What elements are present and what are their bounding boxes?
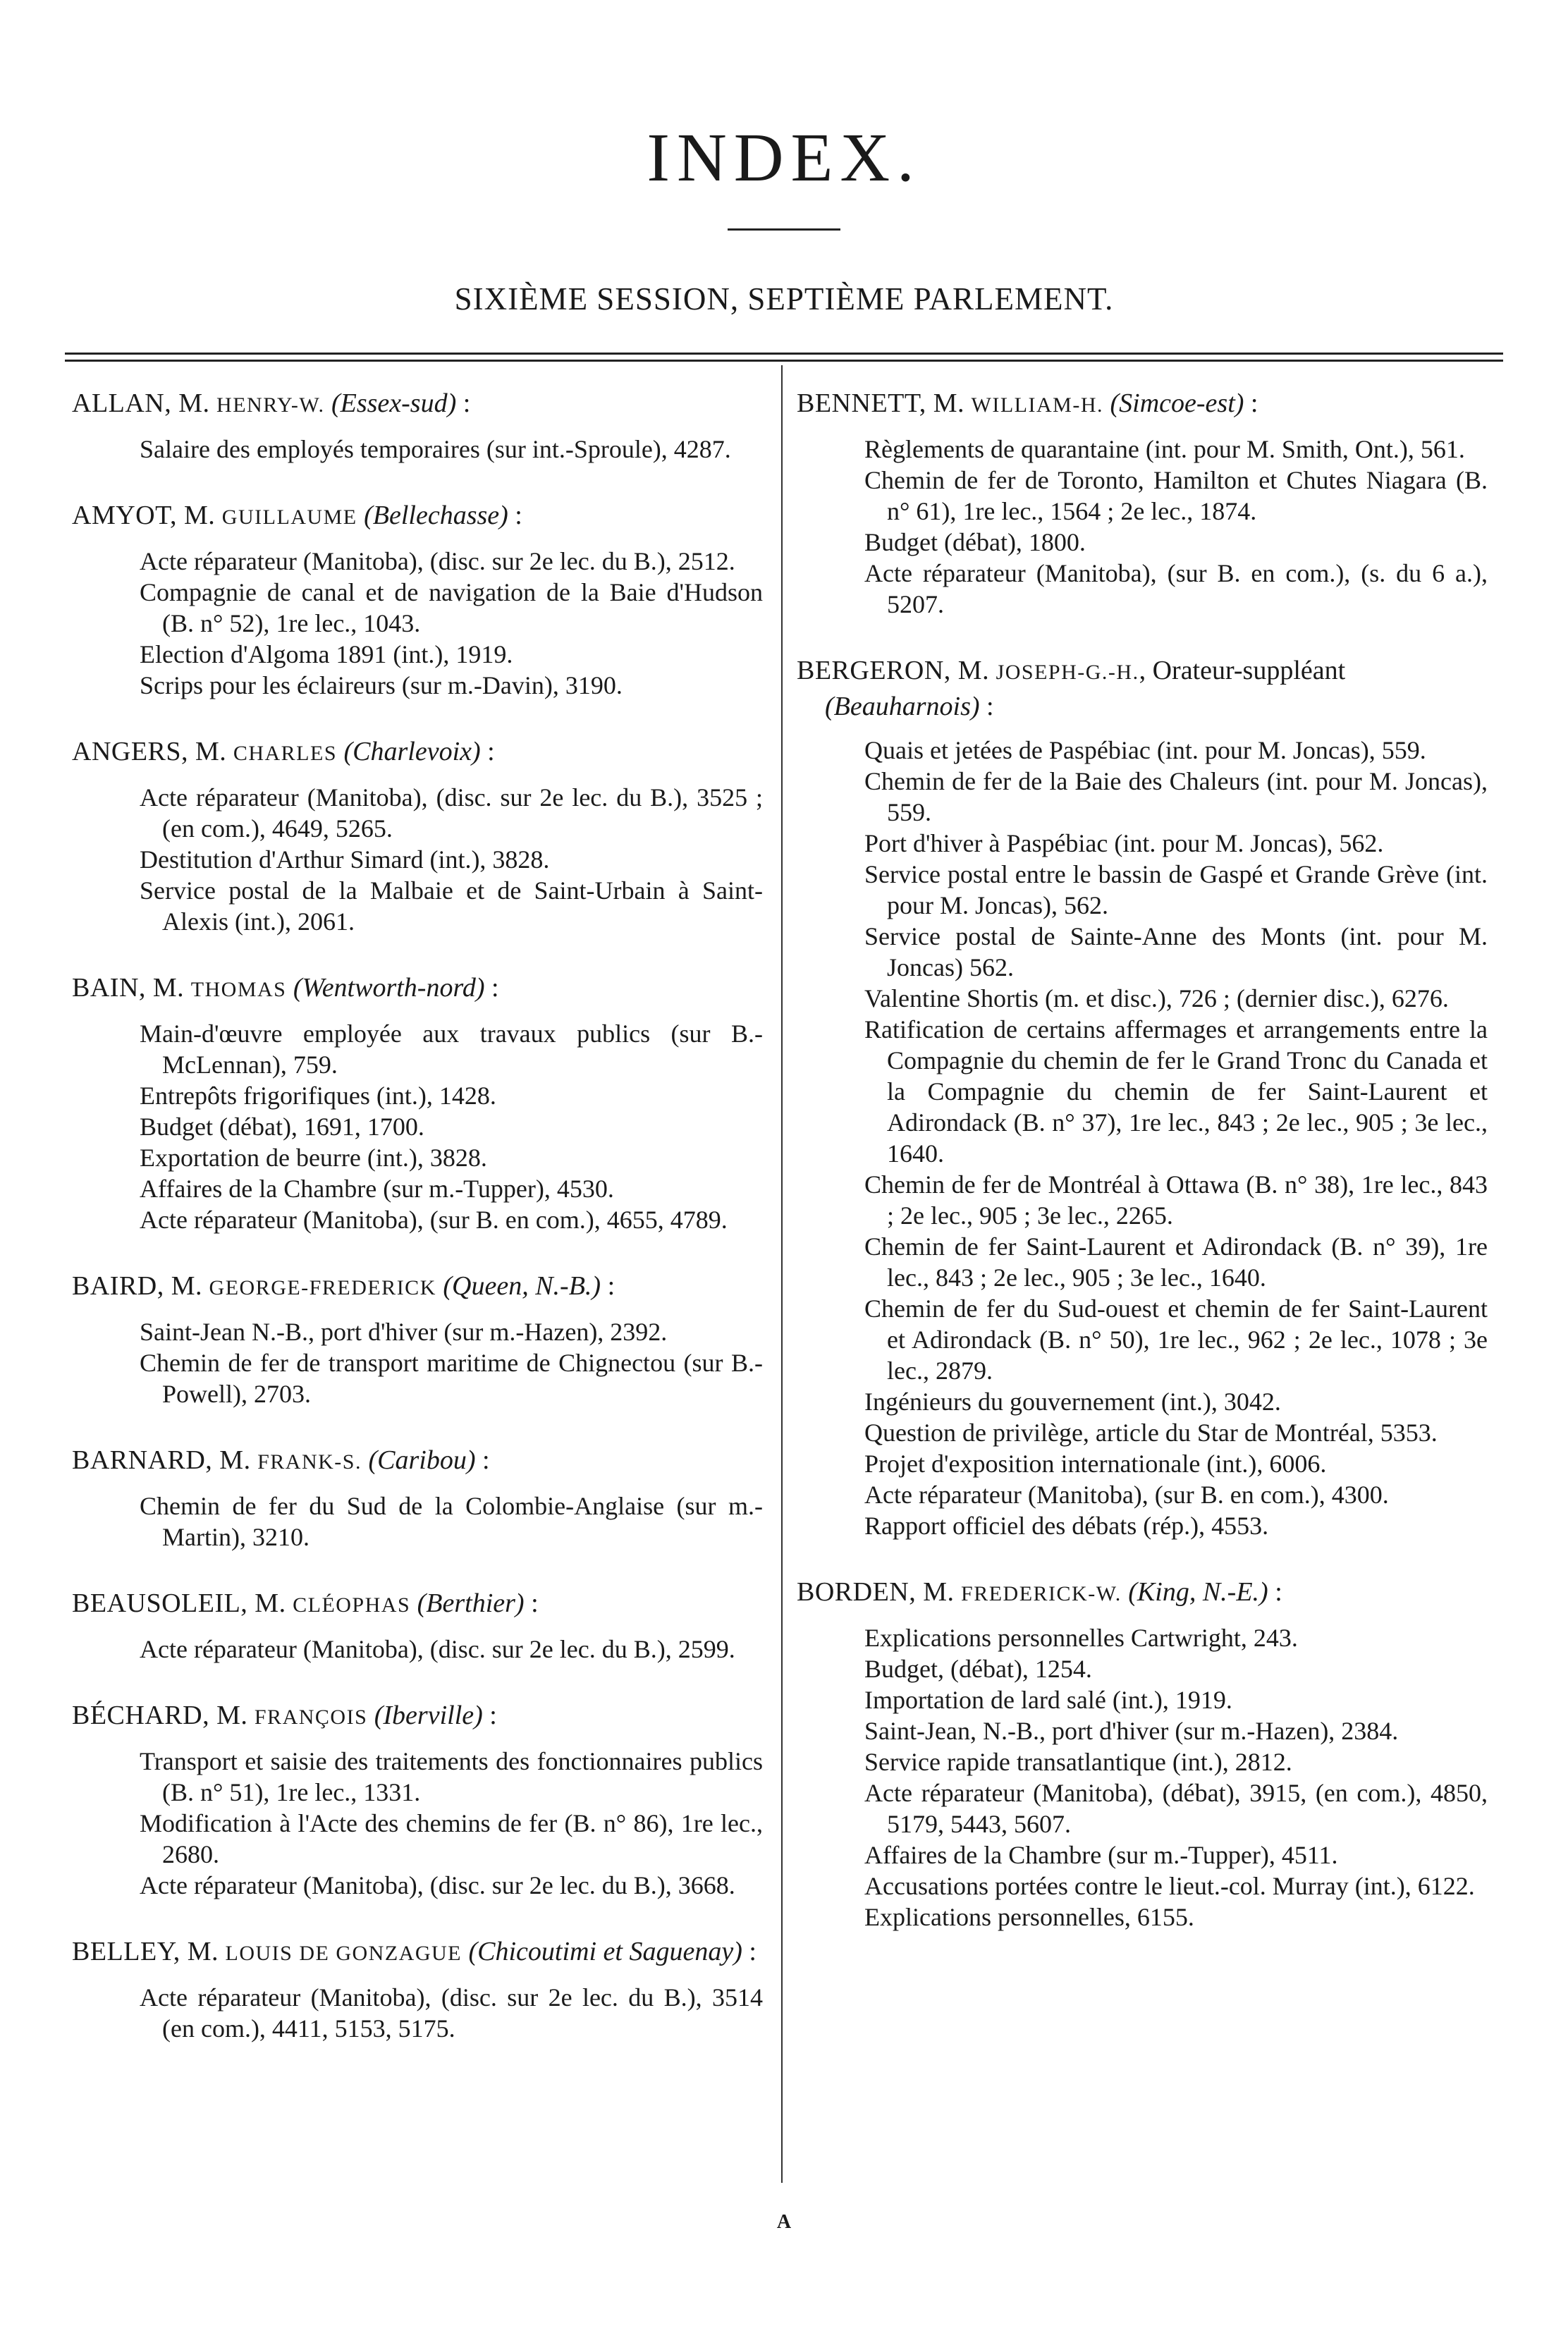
heading-colon: : [484, 973, 499, 1003]
member-given-name: WILLIAM-H. [971, 393, 1103, 417]
page-title: INDEX. [647, 120, 921, 196]
header-rule-bottom [65, 360, 1503, 362]
index-entry [72, 1269, 763, 1409]
index-entry [72, 1935, 763, 2044]
heading-colon: : [524, 1588, 539, 1618]
entry-heading [72, 498, 763, 534]
index-item: Transport et saisie des traitements des fonctionnaires publics (B. n° 51), 1re lec., 1331. [140, 1747, 763, 1806]
index-item: Chemin de fer de Montréal à Ottawa (B. n° 38), 1re lec., 843 ; 2e lec., 905 ; 3e lec., 2265. [864, 1170, 1488, 1230]
index-item: Explications personnelles Cartwright, 243. [864, 1624, 1298, 1652]
index-entry [72, 1698, 763, 1901]
index-item: Chemin de fer du Sud-ouest et chemin de fer Saint-Laurent et Adirondack (B. n° 50), 1re lec., 962 ; 2e lec., 1078 ; 3e lec., 2879. [864, 1294, 1488, 1385]
index-item: Chemin de fer de Toronto, Hamilton et Chutes Niagara (B. n° 61), 1re lec., 1564 ; 2e lec., 1874. [864, 466, 1488, 525]
entry-heading [72, 735, 763, 771]
index-entry [797, 654, 1488, 1541]
index-item: Service postal de la Malbaie et de Saint-Urbain à Saint-Alexis (int.), 2061. [140, 876, 763, 936]
heading-colon: : [482, 1701, 497, 1730]
index-item: Exportation de beurre (int.), 3828. [140, 1144, 487, 1172]
index-item: Acte réparateur (Manitoba), (débat), 3915, (en com.), 4850, 5179, 5443, 5607. [864, 1779, 1488, 1838]
index-item: Valentine Shortis (m. et disc.), 726 ; (dernier disc.), 6276. [864, 984, 1449, 1012]
member-given-name: CHARLES [233, 742, 337, 765]
member-surname: BARNARD, M. [72, 1445, 251, 1475]
member-given-name: FRANK-S. [257, 1450, 362, 1474]
index-item: Acte réparateur (Manitoba), (disc. sur 2e lec. du B.), 2599. [140, 1635, 735, 1663]
member-surname: BORDEN, M. [797, 1577, 955, 1607]
index-item: Acte réparateur (Manitoba), (disc. sur 2e lec. du B.), 3525 ; (en com.), 4649, 5265. [140, 783, 763, 843]
index-item: Scrips pour les éclaireurs (sur m.-Davin), 3190. [140, 671, 623, 699]
member-given-name: CLÉOPHAS [293, 1593, 411, 1617]
heading-colon: : [1244, 388, 1258, 418]
member-riding: (Iberville) [374, 1701, 483, 1730]
index-item: Budget, (débat), 1254. [864, 1655, 1092, 1683]
member-given-name: FRANÇOIS [254, 1706, 368, 1729]
index-entry [72, 498, 763, 701]
heading-colon: : [1268, 1577, 1282, 1607]
index-item: Acte réparateur (Manitoba), (disc. sur 2e lec. du B.), 2512. [140, 547, 735, 575]
entry-heading [797, 654, 1488, 723]
member-given-name: GEORGE-FREDERICK [209, 1276, 436, 1299]
index-item: Main-d'œuvre employée aux travaux publics (sur B.-McLennan), 759. [140, 1020, 763, 1079]
index-item: Modification à l'Acte des chemins de fer (B. n° 86), 1re lec., 2680. [140, 1809, 763, 1868]
heading-colon: : [456, 388, 471, 418]
member-riding: (Charlevoix) [343, 737, 481, 766]
index-item: Compagnie de canal et de navigation de la Baie d'Hudson (B. n° 52), 1re lec., 1043. [140, 578, 763, 637]
member-riding: (Berthier) [417, 1588, 525, 1618]
member-riding: (Essex-sud) [331, 388, 457, 418]
index-item: Election d'Algoma 1891 (int.), 1919. [140, 640, 513, 668]
title-rule [728, 228, 840, 231]
index-item: Acte réparateur (Manitoba), (disc. sur 2e lec. du B.), 3514 (en com.), 4411, 5153, 5175. [140, 1983, 763, 2043]
entry-heading [72, 1443, 763, 1479]
page-signature: A [776, 2211, 792, 2233]
member-riding: (King, N.-E.) [1128, 1577, 1268, 1607]
index-item: Affaires de la Chambre (sur m.-Tupper), 4530. [140, 1175, 614, 1203]
index-entry [797, 1575, 1488, 1933]
index-item: Service postal entre le bassin de Gaspé et Grande Grève (int. pour M. Joncas), 562. [864, 860, 1488, 919]
member-riding: (Caribou) [368, 1445, 476, 1475]
entry-heading [72, 1269, 763, 1305]
member-riding: (Chicoutimi et Saguenay) [468, 1937, 742, 1966]
index-item: Règlements de quarantaine (int. pour M. Smith, Ont.), 561. [864, 435, 1465, 463]
index-item: Budget (débat), 1691, 1700. [140, 1113, 424, 1141]
heading-colon: : [601, 1271, 615, 1301]
member-riding: (Queen, N.-B.) [443, 1271, 601, 1301]
member-surname: BÉCHARD, M. [72, 1701, 248, 1730]
index-item: Chemin de fer du Sud de la Colombie-Anglaise (sur m.-Martin), 3210. [140, 1492, 763, 1551]
member-given-name: LOUIS DE GONZAGUE [225, 1942, 462, 1965]
page-subtitle: SIXIÈME SESSION, SEPTIÈME PARLEMENT. [454, 281, 1114, 317]
index-item: Accusations portées contre le lieut.-col. Murray (int.), 6122. [864, 1872, 1475, 1900]
index-item: Destitution d'Arthur Simard (int.), 3828. [140, 845, 550, 874]
index-entry [797, 386, 1488, 620]
index-item: Question de privilège, article du Star de Montréal, 5353. [864, 1419, 1438, 1447]
index-item: Chemin de fer de transport maritime de Chignectou (sur B.-Powell), 2703. [140, 1349, 763, 1408]
index-item: Chemin de fer de la Baie des Chaleurs (int. pour M. Joncas), 559. [864, 767, 1488, 826]
heading-colon: : [480, 737, 495, 766]
member-surname: BAIN, M. [72, 973, 185, 1003]
entry-heading [72, 386, 763, 422]
member-surname: ANGERS, M. [72, 737, 227, 766]
member-surname: BAIRD, M. [72, 1271, 203, 1301]
member-riding: (Simcoe-est) [1110, 388, 1244, 418]
index-item: Saint-Jean N.-B., port d'hiver (sur m.-Hazen), 2392. [140, 1318, 668, 1346]
index-entry [72, 1443, 763, 1553]
entry-heading [72, 1586, 763, 1622]
index-item: Service postal de Sainte-Anne des Monts (int. pour M. Joncas) 562. [864, 922, 1488, 981]
column-divider [781, 365, 783, 2183]
member-given-name: FREDERICK-W. [961, 1582, 1122, 1605]
member-surname: BEAUSOLEIL, M. [72, 1588, 286, 1618]
heading-colon: : [979, 692, 994, 721]
member-surname: BENNETT, M. [797, 388, 965, 418]
index-item: Saint-Jean, N.-B., port d'hiver (sur m.-Hazen), 2384. [864, 1717, 1399, 1745]
index-item: Affaires de la Chambre (sur m.-Tupper), 4511. [864, 1841, 1338, 1869]
index-entry [72, 735, 763, 937]
member-given-name: GUILLAUME [221, 506, 357, 529]
index-entry [72, 971, 763, 1235]
entry-heading [72, 1935, 763, 1971]
entry-heading [72, 1698, 763, 1734]
heading-colon: : [475, 1445, 490, 1475]
member-riding: (Bellechasse) [364, 501, 508, 530]
heading-colon: : [742, 1937, 757, 1966]
member-given-name: HENRY-W. [216, 393, 325, 417]
index-item: Acte réparateur (Manitoba), (sur B. en com.), 4300. [864, 1481, 1389, 1509]
index-item: Quais et jetées de Paspébiac (int. pour M. Joncas), 559. [864, 736, 1426, 764]
index-item: Ingénieurs du gouvernement (int.), 3042. [864, 1388, 1281, 1416]
member-surname: BELLEY, M. [72, 1937, 219, 1966]
member-riding: (Beauharnois) [825, 692, 980, 721]
index-item: Budget (débat), 1800. [864, 528, 1086, 556]
index-item: Projet d'exposition internationale (int.), 6006. [864, 1450, 1327, 1478]
index-item: Acte réparateur (Manitoba), (disc. sur 2e lec. du B.), 3668. [140, 1871, 735, 1899]
member-riding: (Wentworth-nord) [293, 973, 485, 1003]
heading-colon: : [508, 501, 522, 530]
index-item: Entrepôts frigorifiques (int.), 1428. [140, 1082, 496, 1110]
entry-heading [72, 971, 763, 1007]
index-item: Acte réparateur (Manitoba), (sur B. en com.), (s. du 6 a.), 5207. [864, 559, 1488, 618]
left-column [72, 386, 763, 2078]
header-rule-top [65, 353, 1503, 355]
index-item: Port d'hiver à Paspébiac (int. pour M. Joncas), 562. [864, 829, 1384, 857]
right-column [797, 386, 1488, 1966]
member-surname: AMYOT, M. [72, 501, 216, 530]
member-given-name: JOSEPH-G.-H. [996, 661, 1139, 684]
member-given-name: THOMAS [190, 978, 287, 1001]
index-item: Service rapide transatlantique (int.), 2812. [864, 1748, 1292, 1776]
index-item: Salaire des employés temporaires (sur int.-Sproule), 4287. [140, 435, 731, 463]
entry-heading [797, 1575, 1488, 1611]
index-item: Ratification de certains affermages et arrangements entre la Compagnie du chemin de fer le Grand Tronc du Canada et la Compagnie du chemin de fer Saint-Laurent et Adirondack (B. n° 37), 1re lec., 843 ; 2e lec., 905 ; 3e lec., 1640. [864, 1015, 1488, 1168]
index-entry [72, 386, 763, 465]
member-role: , Orateur-suppléant [1139, 656, 1346, 685]
index-item: Importation de lard salé (int.), 1919. [864, 1686, 1232, 1714]
index-item: Chemin de fer Saint-Laurent et Adirondack (B. n° 39), 1re lec., 843 ; 2e lec., 905 ; 3e lec., 1640. [864, 1232, 1488, 1292]
index-item: Acte réparateur (Manitoba), (sur B. en com.), 4655, 4789. [140, 1206, 728, 1234]
index-item: Explications personnelles, 6155. [864, 1903, 1194, 1931]
index-item: Rapport officiel des débats (rép.), 4553. [864, 1512, 1269, 1540]
member-surname: ALLAN, M. [72, 388, 210, 418]
member-surname: BERGERON, M. [797, 656, 990, 685]
entry-heading [797, 386, 1488, 422]
index-entry [72, 1586, 763, 1665]
